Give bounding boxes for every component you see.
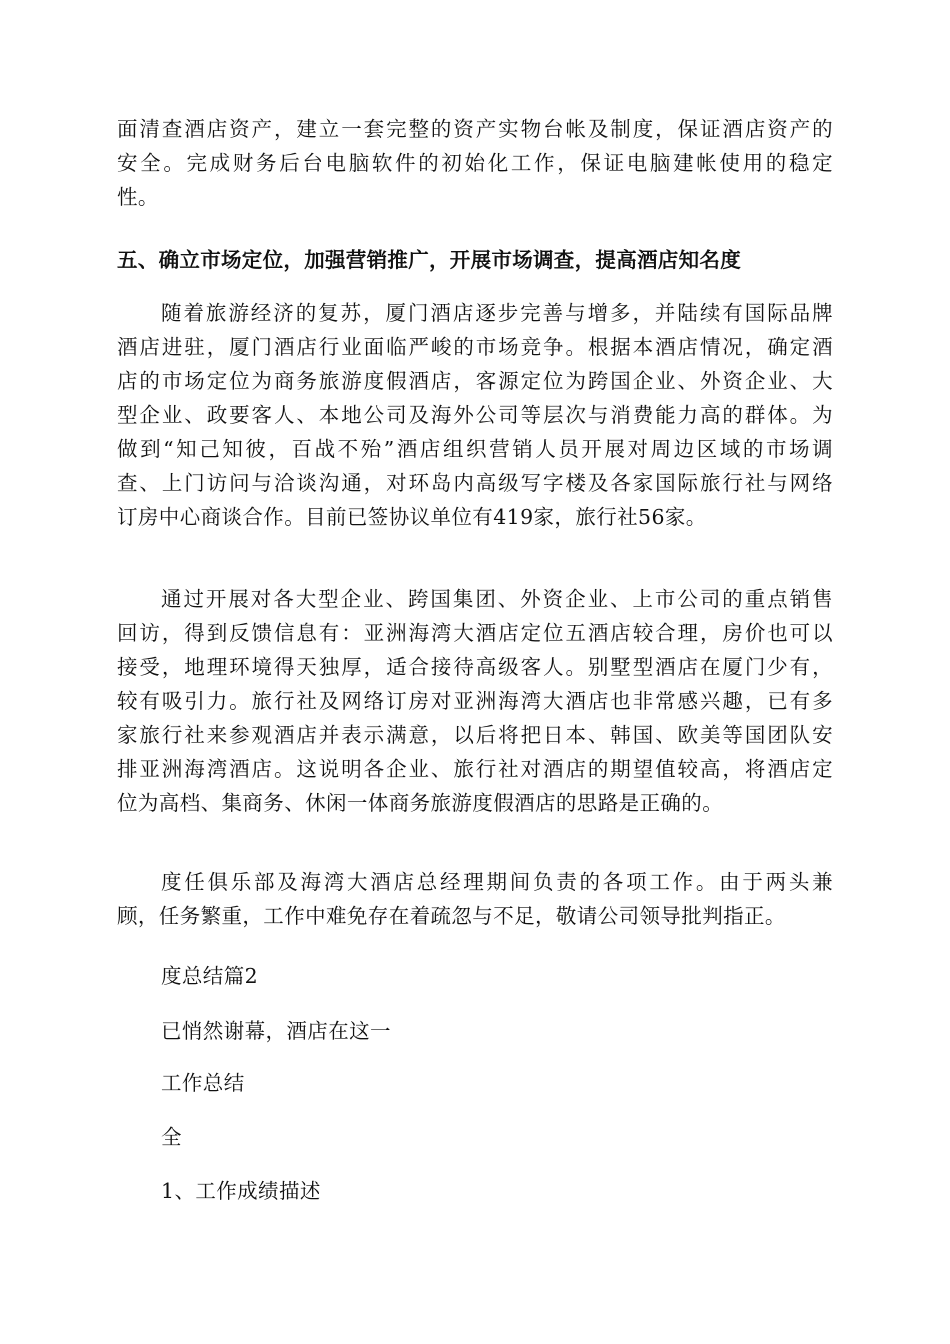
text-short-line: 全 <box>161 1125 182 1149</box>
text-short-line: 工作总结 <box>161 1071 245 1095</box>
text-line: 回访，得到反馈信息有：亚洲海湾大酒店定位五酒店较合理，房价也可以 <box>117 621 833 645</box>
text-line: 位为高档、集商务、休闲一体商务旅游度假酒店的思路是正确的。 <box>117 791 724 815</box>
paragraph-market-positioning <box>117 296 833 534</box>
text-line: 安全。完成财务后台电脑软件的初始化工作，保证电脑建帐使用的稳定 <box>117 151 833 175</box>
text-line: 订房中心商谈合作。目前已签协议单位有419家，旅行社56家。 <box>117 505 707 529</box>
text-line: 较有吸引力。旅行社及网络订房对亚洲海湾大酒店也非常感兴趣，已有多 <box>117 689 833 713</box>
text-line: 性。 <box>117 185 159 209</box>
text-line: 随着旅游经济的复苏，厦门酒店逐步完善与增多，并陆续有国际品牌 <box>161 301 833 325</box>
text-line: 排亚洲海湾酒店。这说明各企业、旅行社对酒店的期望值较高，将酒店定 <box>117 757 833 781</box>
text-line: 家旅行社来参观酒店并表示满意，以后将把日本、韩国、欧美等国团队安 <box>117 723 833 747</box>
paragraph-asset-check <box>117 112 833 214</box>
text-line: 面清查酒店资产，建立一套完整的资产实物台帐及制度，保证酒店资产的 <box>117 117 833 141</box>
text-summary-title: 度总结篇2 <box>161 964 259 988</box>
text-line: 店的市场定位为商务旅游度假酒店，客源定位为跨国企业、外资企业、大 <box>117 369 833 393</box>
text-line: 接受，地理环境得天独厚，适合接待高级客人。别墅型酒店在厦门少有， <box>117 655 833 679</box>
text-line: 度任俱乐部及海湾大酒店总经理期间负责的各项工作。由于两头兼 <box>161 870 833 894</box>
section-heading-five: 五、确立市场定位，加强营销推广，开展市场调查，提高酒店知名度 <box>117 248 741 272</box>
paragraph-closing <box>117 865 833 933</box>
text-line: 型企业、政要客人、本地公司及海外公司等层次与消费能力高的群体。为 <box>117 403 833 427</box>
paragraph-sales-feedback <box>117 582 833 820</box>
text-line: 通过开展对各大型企业、跨国集团、外资企业、上市公司的重点销售 <box>161 587 833 611</box>
text-line: 顾，任务繁重，工作中难免存在着疏忽与不足，敬请公司领导批判指正。 <box>117 904 786 928</box>
text-line: 做到“知己知彼，百战不殆”酒店组织营销人员开展对周边区域的市场调 <box>117 437 833 461</box>
text-work-achievements-heading: 1、工作成绩描述 <box>161 1179 321 1203</box>
text-line: 酒店进驻，厦门酒店行业面临严峻的市场竞争。根据本酒店情况，确定酒 <box>117 335 833 359</box>
text-line: 查、上门访问与洽谈沟通，对环岛内高级写字楼及各家国际旅行社与网络 <box>117 471 833 495</box>
text-short-line: 已悄然谢幕，酒店在这一 <box>161 1019 391 1043</box>
